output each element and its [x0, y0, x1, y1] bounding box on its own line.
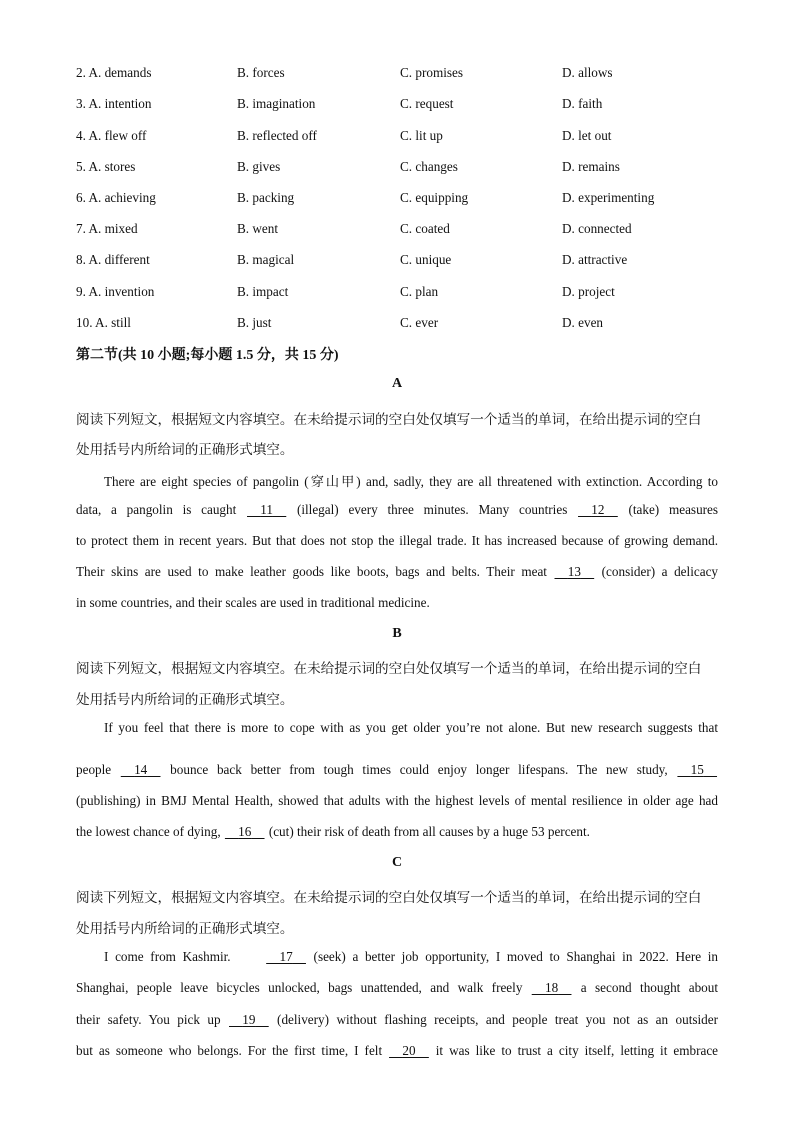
option-d: D. experimenting	[562, 190, 655, 205]
instruction-line: 处用括号内所给词的正确形式填空。	[76, 921, 294, 937]
option-c: C. plan	[400, 284, 439, 299]
option-d: D. faith	[562, 96, 603, 111]
option-row	[76, 159, 718, 179]
instruction-line: 阅读下列短文，根据短文内容填空。在未给提示词的空白处仅填写一个适当的单词，在给出提示词的空白	[76, 661, 702, 677]
option-c: C. equipping	[400, 190, 469, 205]
instruction-line: 处用括号内所给词的正确形式填空。	[76, 692, 294, 708]
option-b: B. just	[237, 315, 272, 330]
option-c: C. request	[400, 96, 454, 111]
answer-blank[interactable]: 16	[238, 824, 252, 839]
option-a: 3. A. intention	[76, 96, 152, 111]
option-c: C. changes	[400, 159, 458, 174]
option-a: 9. A. invention	[76, 284, 155, 299]
option-row	[76, 315, 718, 335]
option-row	[76, 190, 718, 210]
option-a: 7. A. mixed	[76, 221, 138, 236]
option-d: D. connected	[562, 221, 632, 236]
option-a: 6. A. achieving	[76, 190, 156, 205]
option-a: 2. A. demands	[76, 65, 152, 80]
answer-blank[interactable]: 20	[402, 1043, 416, 1058]
answer-blank[interactable]: 19	[242, 1012, 256, 1027]
option-a: 8. A. different	[76, 252, 150, 267]
passage-line: Their skins are used to make leather goods like boots, bags and belts. Their meat 13 (consider) a delicacy	[76, 564, 719, 579]
option-d: D. even	[562, 315, 604, 330]
option-d: D. project	[562, 284, 615, 299]
option-b: B. magical	[237, 252, 295, 267]
passage-line: (publishing) in BMJ Mental Health, showed that adults with the highest levels of mental resilience in older age had	[76, 793, 718, 808]
answer-blank[interactable]: 17	[279, 949, 293, 964]
option-a: 4. A. flew off	[76, 128, 147, 143]
option-row	[76, 65, 718, 85]
option-d: D. let out	[562, 128, 612, 143]
option-c: C. unique	[400, 252, 452, 267]
passage-line: but as someone who belongs. For the first time, I felt 20 it was like to trust a city itself, letting it embrace	[76, 1043, 719, 1058]
option-row	[76, 284, 718, 304]
instruction-line: 阅读下列短文，根据短文内容填空。在未给提示词的空白处仅填写一个适当的单词，在给出提示词的空白	[76, 412, 702, 428]
option-a: 5. A. stores	[76, 159, 136, 174]
option-c: C. lit up	[400, 128, 443, 143]
option-d: D. remains	[562, 159, 620, 174]
option-row	[76, 128, 718, 148]
instruction-line: 阅读下列短文，根据短文内容填空。在未给提示词的空白处仅填写一个适当的单词，在给出提示词的空白	[76, 890, 702, 906]
passage-line: data, a pangolin is caught 11 (illegal) every three minutes. Many countries 12 (take) measures	[76, 502, 719, 517]
instruction-line: 处用括号内所给词的正确形式填空。	[76, 442, 294, 458]
option-row	[76, 252, 718, 272]
passage-line: Shanghai, people leave bicycles unlocked, bags unattended, and walk freely 18 a second thought about	[76, 980, 719, 995]
option-b: B. reflected off	[237, 128, 317, 143]
option-c: C. ever	[400, 315, 439, 330]
passage-line: their safety. You pick up 19 (delivery) without flashing receipts, and people treat you not as an outsider	[76, 1012, 719, 1027]
option-b: B. imagination	[237, 96, 316, 111]
passage-letter-b: B	[392, 626, 402, 641]
section-title: 第二节(共 10 小题;每小题 1.5 分，共 15 分)	[76, 348, 339, 363]
option-b: B. went	[237, 221, 279, 236]
answer-blank[interactable]: 15	[690, 762, 704, 777]
option-row	[76, 221, 718, 241]
answer-blank[interactable]: 11	[260, 502, 273, 517]
passage-line: to protect them in recent years. But that does not stop the illegal trade. It has increased because of growing demand.	[76, 533, 718, 548]
answer-blank[interactable]: 12	[591, 502, 605, 517]
answer-blank[interactable]: 13	[567, 564, 581, 579]
passage-line: I come from Kashmir. 17 (seek) a better job opportunity, I moved to Shanghai in 2022. Here in	[104, 949, 719, 964]
option-d: D. allows	[562, 65, 613, 80]
passage-line: There are eight species of pangolin (穿山甲) and, sadly, they are all threatened with extinction. According to	[104, 474, 718, 489]
option-b: B. gives	[237, 159, 281, 174]
option-c: C. promises	[400, 65, 464, 80]
answer-blank[interactable]: 18	[545, 980, 559, 995]
answer-blank[interactable]: 14	[134, 762, 148, 777]
option-a: 10. A. still	[76, 315, 131, 330]
option-b: B. forces	[237, 65, 285, 80]
passage-line: in some countries, and their scales are used in traditional medicine.	[76, 595, 430, 610]
option-b: B. impact	[237, 284, 289, 299]
option-b: B. packing	[237, 190, 295, 205]
passage-letter-c: C	[391, 855, 403, 870]
passage-letter-a: A	[391, 376, 403, 391]
option-row	[76, 96, 718, 116]
passage-line: If you feel that there is more to cope with as you get older you’re not alone. But new research suggests that	[104, 720, 718, 735]
option-c: C. coated	[400, 221, 450, 236]
option-d: D. attractive	[562, 252, 628, 267]
passage-line: people 14 bounce back better from tough times could enjoy longer lifespans. The new study, 15	[76, 762, 718, 778]
passage-line: the lowest chance of dying, 16 (cut) their risk of death from all causes by a huge 53 percent.	[76, 824, 590, 839]
